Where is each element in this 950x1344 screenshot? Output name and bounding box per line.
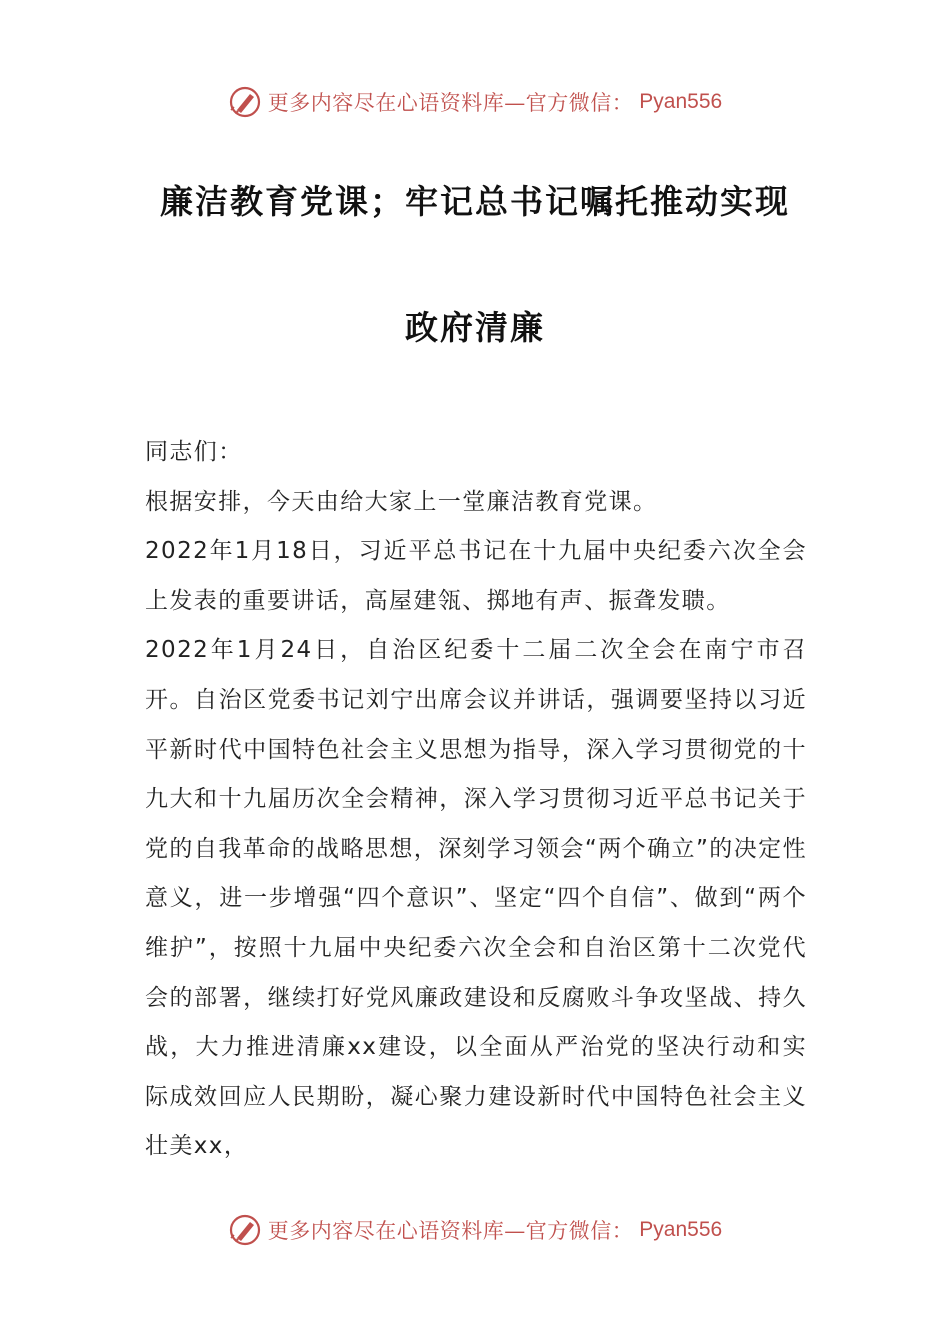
pen-nib-circle-icon [228, 85, 262, 119]
header-banner [0, 82, 950, 122]
body-paragraph-3: 2022年1月24日，自治区纪委十二届二次全会在南宁市召开。自治区党委书记刘宁出席会议并讲话，强调要坚持以习近平新时代中国特色社会主义思想为指导，深入学习贯彻党的十九大和十九届历次全会精神，深入学习贯彻习近平总书记关于党的自我革命的战略思想，深刻学习领会“两个确立”的决定性意义，进一步增强“四个意识”、坚定“四个自信”、做到“两个维护”，按照十九届中央纪委六次全会和自治区第十二次党代会的部署，继续打好党风廉政建设和反腐败斗争攻坚战、持久战，大力推进清廉xx建设，以全面从严治党的坚决行动和实际成效回应人民期盼，凝心聚力建设新时代中国特色社会主义壮美xx， [145, 637, 807, 1160]
body-paragraph-2: 2022年1月18日，习近平总书记在十九届中央纪委六次全会上发表的重要讲话，高屋建瓴、掷地有声、振聋发聩。 [145, 538, 807, 614]
document-title-line-2: 政府清廉 [405, 308, 545, 347]
footer-wechat-id: Pyan556 [639, 1218, 723, 1241]
document-title-line-1: 廉洁教育党课；牢记总书记嘱托推动实现 [160, 182, 790, 221]
header-wechat-id: Pyan556 [639, 90, 723, 113]
greeting: 同志们： [145, 439, 243, 465]
document-body [145, 428, 807, 1172]
footer-banner [0, 1210, 950, 1250]
header-banner-text: 更多内容尽在心语资料库—官方微信： [267, 91, 634, 115]
body-paragraph-1: 根据安排，今天由给大家上一堂廉洁教育党课。 [145, 488, 658, 515]
pen-nib-circle-icon [228, 1213, 262, 1247]
footer-banner-text: 更多内容尽在心语资料库—官方微信： [267, 1219, 634, 1243]
